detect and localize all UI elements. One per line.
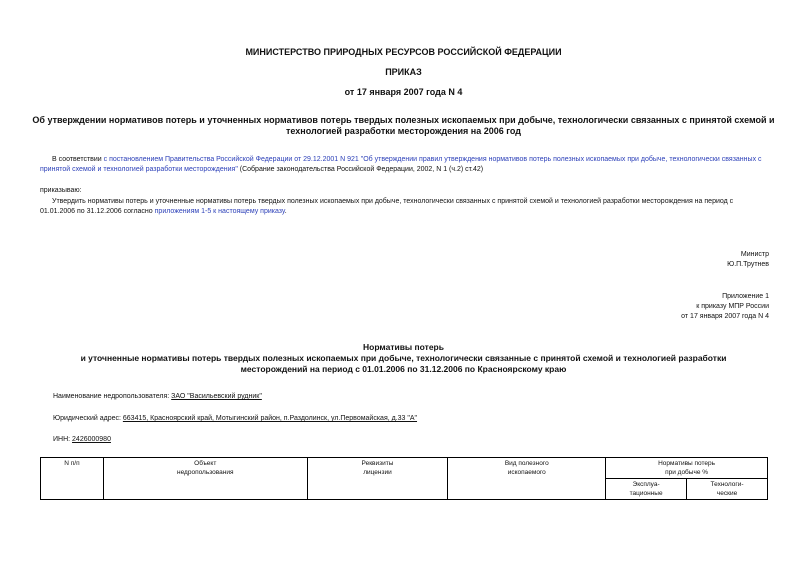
doc-type-heading: ПРИКАЗ (385, 67, 422, 77)
paragraph-approve-end: . (284, 208, 287, 215)
order-date: от 17 января 2007 года N 4 (344, 87, 463, 97)
order-title (0, 115, 807, 137)
col-header-license (307, 458, 448, 500)
appendix-to-order: к приказу МПР России (696, 303, 769, 310)
appendix-block (681, 292, 769, 322)
col-header-norms (606, 458, 768, 479)
col-header-technological (687, 479, 768, 500)
signature-position: Министр (740, 251, 769, 258)
order-word: приказываю: (40, 187, 82, 194)
norms-table (40, 457, 768, 500)
order-title-line2: технологией разработки месторождения на 2006 год (285, 126, 521, 136)
paragraph-approve-text: Утвердить нормативы потерь и уточненные нормативы потерь твердых полезных ископаемых при добыче, технологически связанных с принятой схемой и технологией разработки месторождения на период с 01.01.2006 по 31.12.2006 согласно (40, 198, 734, 215)
paragraph-basis (40, 155, 769, 175)
col-header-license-line2: лицензии (363, 469, 392, 476)
subsoil-user-field (53, 392, 262, 402)
inn-label: ИНН: (53, 436, 73, 443)
col-header-exploitation (606, 479, 687, 500)
legal-address-label: Юридический адрес: (53, 415, 123, 422)
col-header-technological-line1: Технологи- (710, 481, 744, 488)
subsoil-user-value: ЗАО "Васильевский рудник" (171, 393, 262, 400)
paragraph-approve (40, 197, 769, 217)
col-header-mineral-line2: ископаемого (507, 469, 546, 476)
legal-address-value: 663415, Красноярский край, Мотыгинский район, п.Раздолинск, ул.Первомайская, д.33 "А" (122, 415, 418, 422)
col-header-technological-line2: ческие (716, 490, 738, 497)
subsoil-user-label: Наименование недропользователя: (53, 393, 172, 400)
col-header-exploitation-line1: Эксплуа- (632, 481, 660, 488)
appendix-date: от 17 января 2007 года N 4 (681, 313, 769, 320)
col-header-exploitation-line2: тационные (629, 490, 663, 497)
col-header-mineral-line1: Вид полезного (504, 460, 549, 467)
col-header-object-line2: недропользования (176, 469, 234, 476)
col-header-norms-line1: Нормативы потерь (658, 460, 716, 467)
norms-title (0, 342, 807, 375)
appendix-label: Приложение 1 (722, 293, 769, 300)
signature-name: Ю.П.Трутнев (727, 261, 769, 268)
col-header-license-line1: Реквизиты (361, 460, 394, 467)
norms-title-line2: и уточненные нормативы потерь твердых полезных ископаемых при добыче, технологически связанные с принятой схемой и технологией разработки (80, 353, 727, 363)
inn-field (53, 435, 111, 445)
col-header-norms-line2: при добыче % (665, 469, 709, 476)
order-title-line1: Об утверждении нормативов потерь и уточненных нормативов потерь твердых полезных ископаемых при добыче, технологически связанных с принятой схемой и (32, 115, 775, 125)
legal-address-field (53, 414, 417, 424)
paragraph-basis-prefix: В соответствии (52, 156, 104, 163)
signature-block (727, 250, 769, 270)
paragraph-basis-suffix: (Собрание законодательства Российской Федерации, 2002, N 1 (ч.2) ст.42) (237, 166, 484, 173)
table-header-row (41, 458, 768, 479)
col-header-object-line1: Объект (194, 460, 217, 467)
norms-title-line3: месторождений на период с 01.01.2006 по 31.12.2006 по Красноярскому краю (240, 364, 567, 374)
col-header-object (103, 458, 307, 500)
col-header-number-text: N п/п (64, 460, 80, 467)
government-decree-link[interactable]: с постановлением Правительства Российской Федерации от 29.12.2001 N 921 "Об утверждении правил утверждения нормативов потерь полезных ископаемых при добыче, технологически связанных с принятой схемой и технологией разработки месторождения" (40, 156, 762, 173)
inn-value: 2426000980 (72, 436, 111, 443)
appendices-link[interactable]: приложениям 1-5 к настоящему приказу (154, 208, 285, 215)
col-header-mineral (448, 458, 606, 500)
col-header-number (41, 458, 104, 500)
norms-title-line1: Нормативы потерь (363, 342, 444, 352)
ministry-heading: МИНИСТЕРСТВО ПРИРОДНЫХ РЕСУРСОВ РОССИЙСКОЙ ФЕДЕРАЦИИ (245, 47, 562, 57)
